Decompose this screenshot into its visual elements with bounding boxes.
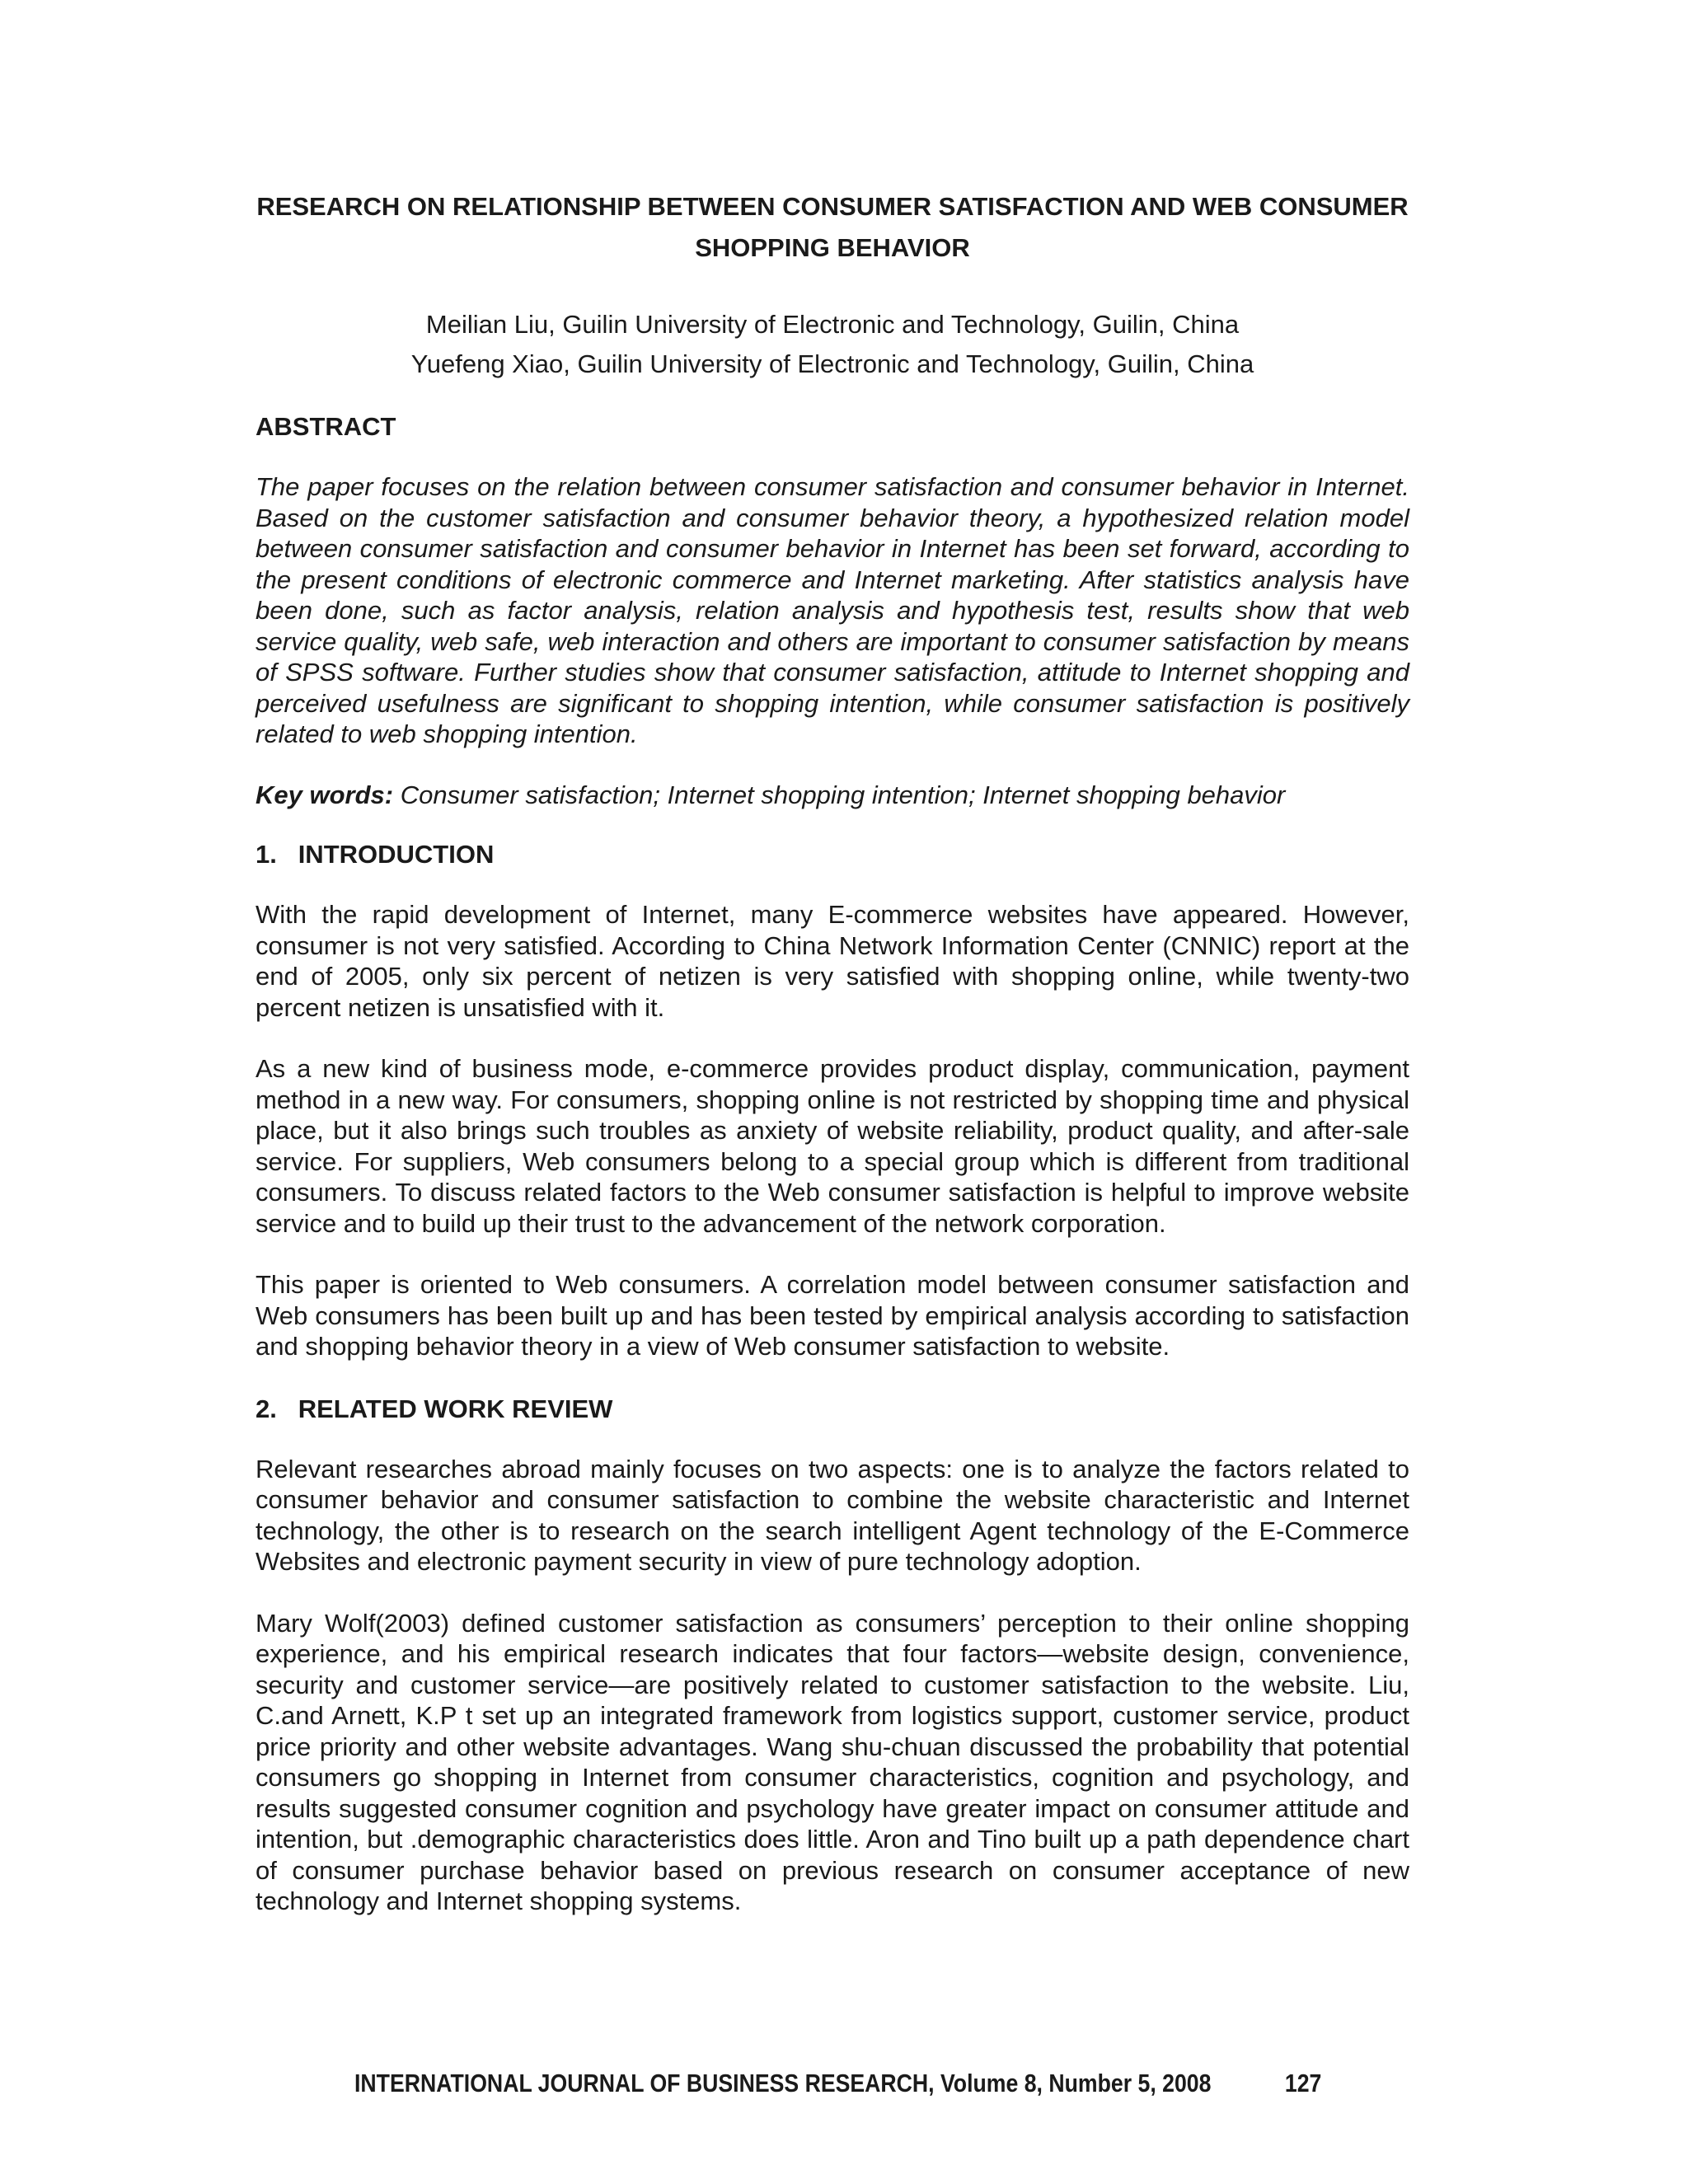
keywords-text: Consumer satisfaction; Internet shopping intention; Internet shopping behavior	[400, 780, 1286, 809]
title-line-2: SHOPPING BEHAVIOR	[695, 233, 970, 262]
related-work-paragraph-2: Mary Wolf(2003) defined customer satisfaction as consumers’ perception to their online shopping experience, and his empirical research indicates that four factors—website design, convenience, security and customer service—are positively related to customer satisfaction to the website. Liu, C.and Arnett, K.P t set up an integrated framework from logistics support, customer service, product price priority and other website advantages. Wang shu-chuan discussed the probability that potential consumers go shopping in Internet from consumer characteristics, cognition and psychology, and results suggested consumer cognition and psychology have greater impact on consumer attitude and intention, but .demographic characteristics does little. Aron and Tino built up a path dependence chart of consumer purchase behavior based on previous research on consumer acceptance of new technology and Internet shopping systems.	[256, 1608, 1409, 1915]
page-content	[256, 186, 1409, 1917]
intro-paragraph-1: With the rapid development of Internet, many E-commerce websites have appeared. However, consumer is not very satisfied. According to China Network Information Center (CNNIC) report at the end of 2005, only six percent of netizen is very satisfied with shopping online, while twenty-two percent netizen is unsatisfied with it.	[256, 900, 1409, 1022]
abstract-text: The paper focuses on the relation between consumer satisfaction and consumer behavior in Internet. Based on the customer satisfaction and consumer behavior theory, a hypothesized relation model between consumer satisfaction and consumer behavior in Internet has been set forward, according to the present conditions of electronic commerce and Internet marketing. After statistics analysis have been done, such as factor analysis, relation analysis and hypothesis test, results show that web service quality, web safe, web interaction and others are important to consumer satisfaction by means of SPSS software. Further studies show that consumer satisfaction, attitude to Internet shopping and perceived usefulness are significant to shopping intention, while consumer satisfaction is positively related to web shopping intention.	[256, 472, 1409, 748]
abstract-heading: ABSTRACT	[256, 412, 396, 441]
intro-paragraph-3: This paper is oriented to Web consumers. A correlation model between consumer satisfaction and Web consumers has been built up and has been tested by empirical analysis according to satisfaction and shopping behavior theory in a view of Web consumer satisfaction to website.	[256, 1270, 1409, 1361]
page-footer	[354, 2067, 1322, 2100]
author-1: Meilian Liu, Guilin University of Electronic and Technology, Guilin, China	[425, 310, 1240, 339]
author-list	[256, 305, 1409, 384]
journal-citation: INTERNATIONAL JOURNAL OF BUSINESS RESEARCH, Volume 8, Number 5, 2008	[354, 2069, 1212, 2097]
title-line-1: RESEARCH ON RELATIONSHIP BETWEEN CONSUMER SATISFACTION AND WEB CONSUMER	[256, 192, 1409, 221]
keywords	[256, 780, 1409, 811]
section-heading-related-work: 2. RELATED WORK REVIEW	[256, 1394, 613, 1423]
author-2: Yuefeng Xiao, Guilin University of Electronic and Technology, Guilin, China	[410, 349, 1254, 378]
page-number: 127	[1284, 2069, 1322, 2097]
section-heading-introduction: 1. INTRODUCTION	[256, 840, 495, 869]
paper-title	[256, 186, 1409, 269]
related-work-paragraph-1: Relevant researches abroad mainly focuses on two aspects: one is to analyze the factors related to consumer behavior and consumer satisfaction to combine the website characteristic and Internet technology, the other is to research on the search intelligent Agent technology of the E-Commerce Websites and electronic payment security in view of pure technology adoption.	[256, 1454, 1409, 1576]
keywords-label: Key words:	[256, 780, 394, 809]
intro-paragraph-2: As a new kind of business mode, e-commerce provides product display, communication, payment method in a new way. For consumers, shopping online is not restricted by shopping time and physical place, but it also brings such troubles as anxiety of website reliability, product quality, and after-sale service. For suppliers, Web consumers belong to a special group which is different from traditional consumers. To discuss related factors to the Web consumer satisfaction is helpful to improve website service and to build up their trust to the advancement of the network corporation.	[256, 1054, 1409, 1238]
